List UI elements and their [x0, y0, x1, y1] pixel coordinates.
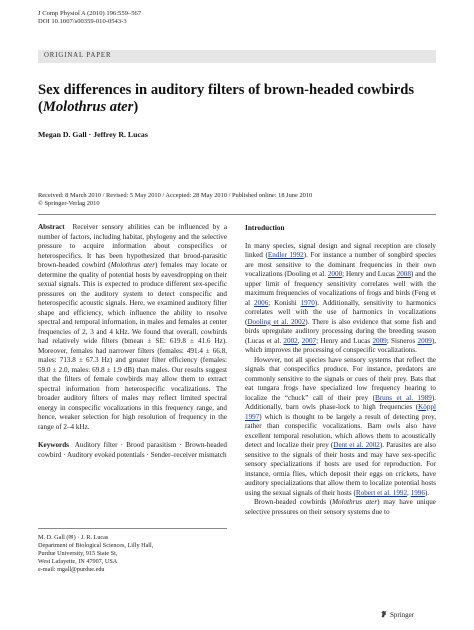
- journal-header: [38, 10, 141, 26]
- intro-paragraph-2: [245, 356, 436, 499]
- text-run: ; Sisneros: [386, 336, 418, 345]
- citation-link[interactable]: Bruns et al. 1989: [374, 393, 432, 402]
- left-column: [38, 223, 227, 460]
- paper-title: Sex differences in auditory filters of brown-headed cowbirds (Molothrus ater): [38, 82, 415, 115]
- citation-link[interactable]: 2006: [254, 298, 269, 307]
- text-run: ). Parasites are also sensitive to the signals of their hosts and may have sex-specific sensory specializations if hosts are used for reproduction. For instance, ormia flies, which deposit their eggs on crickets, have auditory specializations that allow them to localize potential hosts using the sexual signals of their hosts (: [245, 441, 436, 497]
- springer-horse-icon: [380, 610, 388, 618]
- address-line: Purdue University, 915 State St,: [38, 549, 118, 557]
- publisher-logo: [380, 610, 414, 619]
- dates-line: Received: 8 March 2010 / Revised: 5 May 2010 / Accepted: 28 May 2010 / Published online: 18 June 2010: [38, 192, 313, 199]
- address-line: Department of Biological Sciences, Lilly Hall,: [38, 541, 154, 549]
- text-run: ). Additionally, sensitivity to harmonics correlates well with the use of harmonics in vocalizations (: [245, 298, 436, 326]
- abstract-label: Abstract: [38, 223, 65, 231]
- right-column: [245, 223, 436, 517]
- keywords-label: Keywords: [38, 441, 69, 449]
- author-list: Megan D. Gall · Jeffrey R. Lucas: [38, 130, 148, 139]
- title-main: Sex differences in auditory filters of brown-headed cowbirds: [38, 82, 415, 98]
- citation-link[interactable]: Dooling et al. 2002: [247, 317, 306, 326]
- text-run: ; Henry and Lucas: [316, 336, 373, 345]
- text-run: ; Konishi: [268, 298, 301, 307]
- keywords-text: Auditory filter · Brood parasitism · Brown-headed cowbird · Auditory evoked potentials · Sender–receiver mismatch: [38, 441, 227, 459]
- citation-link[interactable]: 2008: [396, 270, 411, 278]
- citation-link[interactable]: 2007: [301, 336, 317, 345]
- text-run: ) which is thought to be largely a result of detecting prey, rather than conspecific vocalizations. Barn owls also have excellent temporal resolution, which allows them to acoustically detect and localize their prey (: [245, 412, 436, 449]
- introduction-heading: Introduction: [245, 223, 285, 232]
- text-run: ), which improves the processing of conspecific vocalizations.: [245, 336, 436, 354]
- text-run: ,: [407, 488, 411, 497]
- divider: [38, 214, 436, 215]
- text-run: However, not all species have sensory systems that reflect the signals that conspecifics produce. For instance, predators are commonly sensitive to the signals or cues of their prey. Bats that eat tungara frogs have specialized low frequency hearing to localize the “chuck” call of their prey (: [245, 355, 436, 402]
- journal-citation: J Comp Physiol A (2010) 196:559–567: [38, 10, 142, 17]
- citation-link[interactable]: 1970: [300, 298, 315, 307]
- abstract-text: Receiver sensory abilities can be influenced by a number of factors, including habitat, phylogeny and the selective pressure to acquire information about conspecifics or heterospecifics. It has been hypothesized that brood-parasitic brown-headed cowbird (Molothrus ater) females may locate or determine the quality of potential hosts by eavesdropping on their sexual signals. This is expected to produce different sex-specific pressures on the auditory system to detect conspecific and heterospecific acoustic signals. Here, we examined auditory filter shape and efficiency, which influence the ability to resolve spectral and temporal information, in males and females at center frequencies of 2, 3 and 4 kHz. We found that overall, cowbirds had relatively wide filters (bmean ± SE: 619.8 ± 41.6 Hz). Moreover, females had narrower filters (females: 491.4 ± 66.8, males: 713.8 ± 67.3 Hz) and greater filter efficiency (females: 59.0 ± 2.0, males: 69.8 ± 1.9 dB) than males. Our results suggest that the filters of female cowbirds may allow them to extract spectral information from heterospecific vocalizations. The broader auditory filters of males may reflect limited spectral energy in conspecific vocalizations in this frequency range, and hence, weaker selection for high resolution of frequency in the range of 2–4 kHz.: [38, 223, 227, 431]
- email-link[interactable]: e-mail: mgall@purdue.edu: [38, 565, 105, 573]
- citation-link[interactable]: 2000: [327, 270, 343, 278]
- citation-link[interactable]: Köppl 1997: [245, 403, 436, 421]
- text-run: ) may have unique selective pressures on their sensory systems due to: [245, 498, 436, 516]
- citation-link[interactable]: 2009: [372, 336, 387, 345]
- citation-link[interactable]: Endler 1992: [267, 251, 304, 259]
- doi: DOI 10.1007/s00359-010-0543-3: [38, 18, 127, 26]
- text-run: Brown-headed cowbirds (: [254, 498, 333, 506]
- text-run: ). There is also evidence that some fish and birds upregulate auditory processing during the breeding season (Lucas et al.: [245, 317, 437, 345]
- text-run: ,: [297, 336, 302, 345]
- title-species: Molothrus ater: [42, 99, 134, 115]
- text-run: ; Henry and Lucas: [342, 270, 397, 278]
- address-line: West Lafayette, IN 47907, USA: [38, 557, 118, 565]
- publication-history: [38, 192, 312, 208]
- species-name: Molothrus ater: [332, 498, 378, 506]
- citation-link[interactable]: 2002: [283, 336, 298, 345]
- species-name: Molothrus ater: [110, 261, 155, 269]
- keywords: [38, 441, 227, 460]
- publisher-name: Springer: [390, 611, 415, 619]
- text-run: ) and the upper limit of frequency sensitivity correlates well with the maximum frequencies of vocalizations of frogs and birds (Feng et al: [245, 270, 436, 307]
- correspondence-names: M. D. Gall (✉) · J. R. Lucas: [38, 534, 109, 541]
- abstract: [38, 223, 227, 432]
- text-run: In many species, signal design and signal reception are closely linked (: [245, 241, 436, 259]
- citation-link[interactable]: Dent et al. 2002: [333, 441, 380, 449]
- copyright-line: © Springer-Verlag 2010: [38, 200, 100, 208]
- intro-paragraph-1: [245, 242, 436, 356]
- footnote-rule: [38, 528, 227, 529]
- correspondence-block: [38, 534, 153, 574]
- text-run: ). Additionally, barn owls phase-lock to high frequencies (: [245, 393, 436, 411]
- citation-link[interactable]: 1996: [410, 488, 425, 497]
- intro-paragraph-3: [245, 498, 436, 517]
- text-run: ). For instance a number of songbird species are most sensitive to the dominant frequencies in their own vocalizations (Dooling et al.: [245, 251, 436, 278]
- citation-link[interactable]: Robert et al. 1992: [355, 488, 408, 497]
- article-type-band: [38, 50, 436, 63]
- article-type-label: ORIGINAL PAPER: [44, 52, 112, 59]
- citation-link[interactable]: 2009: [417, 336, 432, 345]
- text-run: ).: [424, 488, 430, 497]
